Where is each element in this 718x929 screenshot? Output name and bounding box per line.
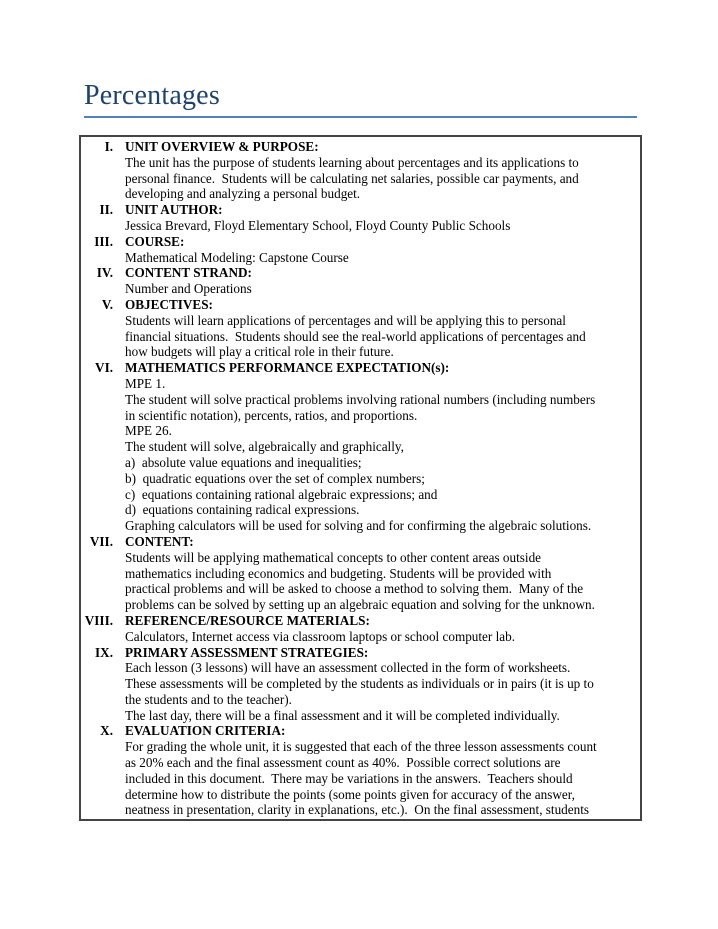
body-line: a) absolute value equations and inequalities;	[125, 454, 362, 470]
content-box	[79, 135, 642, 821]
section-body	[125, 739, 638, 818]
body-line: determine how to distribute the points (some points given for accuracy of the answer,	[125, 786, 575, 802]
section-numeral: IV.	[96, 265, 113, 281]
title-block	[84, 80, 637, 118]
section-row	[81, 265, 638, 297]
body-line: b) quadratic equations over the set of complex numbers;	[125, 470, 425, 486]
section-content	[125, 723, 638, 818]
section-content	[125, 265, 638, 297]
section-numeral: X.	[100, 723, 113, 739]
body-line: how budgets will play a critical role in their future.	[125, 344, 394, 360]
section-row	[81, 360, 638, 534]
body-line: the students and to the teacher).	[125, 691, 292, 707]
section-numeral: V.	[101, 296, 113, 312]
section-row	[81, 202, 638, 234]
page-title: Percentages	[84, 80, 220, 111]
body-line: in scientific notation), percents, ratios, and proportions.	[125, 407, 418, 423]
section-row	[81, 645, 638, 724]
section-row	[81, 613, 638, 645]
section-heading: REFERENCE/RESOURCE MATERIALS:	[125, 612, 370, 628]
title-underline-rule	[84, 116, 637, 118]
body-line: Each lesson (3 lessons) will have an assessment collected in the form of worksheets.	[125, 660, 571, 676]
body-line: The student will solve practical problems involving rational numbers (including numbers	[125, 391, 596, 407]
body-line: For grading the whole unit, it is suggested that each of the three lesson assessments count	[125, 739, 597, 755]
section-body	[125, 550, 638, 613]
body-line: Graphing calculators will be used for solving and for confirming the algebraic solutions.	[125, 518, 592, 534]
body-line: practical problems and will be asked to choose a method to solving them. Many of the	[125, 581, 584, 597]
section-body	[125, 155, 638, 202]
section-numeral: VI.	[95, 360, 113, 376]
body-line: Jessica Brevard, Floyd Elementary School, Floyd County Public Schools	[125, 217, 511, 233]
section-body	[125, 629, 638, 645]
body-line: MPE 26.	[125, 423, 172, 439]
body-line: Calculators, Internet access via classroom laptops or school computer lab.	[125, 628, 516, 644]
body-line: mathematics including economics and budgeting. Students will be provided with	[125, 565, 552, 581]
body-line: Mathematical Modeling: Capstone Course	[125, 249, 349, 265]
section-row	[81, 139, 638, 202]
body-line: neatness in presentation, clarity in explanations, etc.). On the final assessment, students	[125, 802, 590, 818]
section-row	[81, 297, 638, 360]
body-line: personal finance. Students will be calculating net salaries, possible car payments, and	[125, 170, 579, 186]
section-body	[125, 313, 638, 360]
section-heading: CONTENT STRAND:	[125, 265, 252, 281]
section-body	[125, 660, 638, 723]
section-row	[81, 723, 638, 818]
body-line: MPE 1.	[125, 375, 166, 391]
section-content	[125, 645, 638, 724]
body-line: These assessments will be completed by the students as individuals or in pairs (it is up to	[125, 676, 594, 692]
section-row	[81, 234, 638, 266]
body-line: as 20% each and the final assessment count as 40%. Possible correct solutions are	[125, 755, 561, 771]
section-body	[125, 281, 638, 297]
section-heading: CONTENT:	[125, 533, 194, 549]
body-line: Students will be applying mathematical concepts to other content areas outside	[125, 549, 542, 565]
body-line: included in this document. There may be variations in the answers. Teachers should	[125, 770, 573, 786]
body-line: Number and Operations	[125, 281, 252, 297]
body-line: Students will learn applications of percentages and will be applying this to personal	[125, 312, 566, 328]
body-line: The student will solve, algebraically and graphically,	[125, 439, 404, 455]
section-content	[125, 202, 638, 234]
section-body	[125, 250, 638, 266]
body-line: The unit has the purpose of students learning about percentages and its applications to	[125, 154, 579, 170]
section-heading: MATHEMATICS PERFORMANCE EXPECTATION(s):	[125, 360, 450, 376]
section-numeral: III.	[94, 233, 113, 249]
section-content	[125, 139, 638, 202]
section-heading: PRIMARY ASSESSMENT STRATEGIES:	[125, 644, 369, 660]
body-line: d) equations containing radical expressions.	[125, 502, 360, 518]
body-line: developing and analyzing a personal budget.	[125, 186, 361, 202]
section-heading: UNIT AUTHOR:	[125, 202, 223, 218]
section-content	[125, 613, 638, 645]
body-line: problems can be solved by setting up an algebraic equation and solving for the unknown.	[125, 597, 595, 613]
section-heading: EVALUATION CRITERIA:	[125, 723, 286, 739]
section-heading: UNIT OVERVIEW & PURPOSE:	[125, 139, 319, 154]
section-content	[125, 234, 638, 266]
section-numeral: II.	[99, 202, 113, 218]
section-body	[125, 376, 638, 534]
section-numeral: I.	[104, 139, 113, 154]
section-body	[125, 218, 638, 234]
section-heading: OBJECTIVES:	[125, 296, 213, 312]
section-content	[125, 360, 638, 534]
body-line: financial situations. Students should see the real-world applications of percentages and	[125, 328, 586, 344]
section-content	[125, 297, 638, 360]
section-heading: COURSE:	[125, 233, 185, 249]
section-numeral: VII.	[89, 533, 113, 549]
section-content	[125, 534, 638, 613]
section-row	[81, 534, 638, 613]
body-line: The last day, there will be a final assessment and it will be completed individually.	[125, 707, 560, 723]
section-numeral: VIII.	[84, 612, 113, 628]
section-numeral: IX.	[95, 644, 113, 660]
body-line: c) equations containing rational algebraic expressions; and	[125, 486, 438, 502]
